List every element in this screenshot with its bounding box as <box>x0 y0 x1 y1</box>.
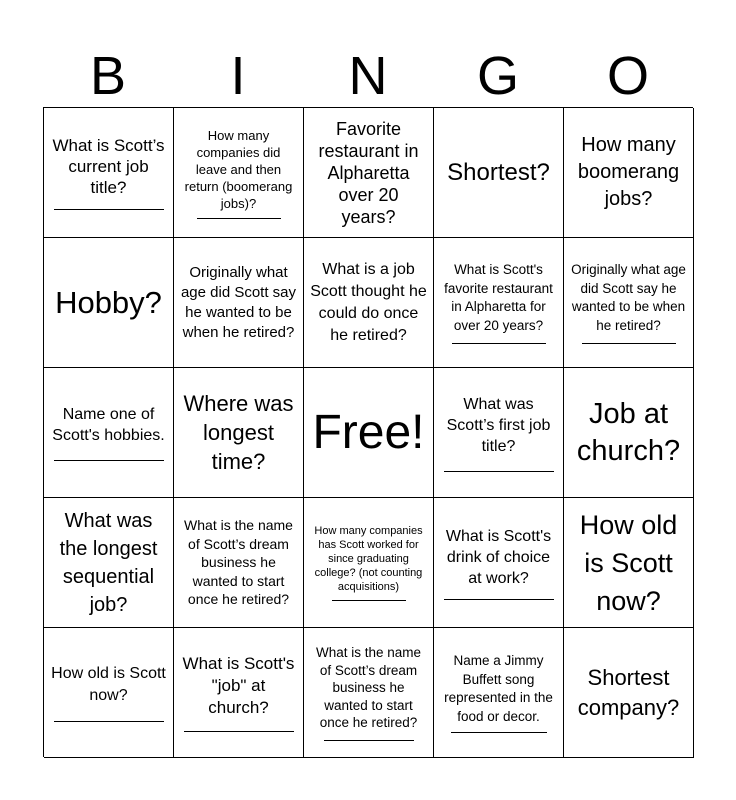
bingo-cell[interactable] <box>174 108 304 238</box>
cell-text: Favorite restaurant in Alpharetta over 20 years? <box>318 118 419 227</box>
cell-text: Where was longest time? <box>183 391 294 474</box>
cell-text: How many companies has Scott worked for since graduating college? (not counting acquisitions) <box>314 525 423 593</box>
answer-line <box>582 343 676 344</box>
answer-line <box>444 471 554 472</box>
cell-text: Job at church? <box>576 397 681 467</box>
bingo-cell[interactable] <box>564 498 694 628</box>
bingo-cell[interactable] <box>304 108 434 238</box>
cell-text: What is Scott's drink of choice at work? <box>445 527 552 587</box>
cell-text: What is the name of Scott’s dream business he wanted to start once he retired? <box>315 645 422 731</box>
answer-line <box>54 209 164 210</box>
bingo-cell[interactable] <box>434 498 564 628</box>
cell-text: Name one of Scott's hobbies. <box>52 406 165 444</box>
answer-line <box>324 740 414 741</box>
cell-text: What is the name of Scott’s dream business he wanted to start once he retired? <box>184 517 293 608</box>
header-letter-n: N <box>348 46 388 106</box>
bingo-cell[interactable] <box>434 628 564 758</box>
bingo-cell-free[interactable] <box>304 368 434 498</box>
cell-text: Name a Jimmy Buffett song represented in the food or decor. <box>444 653 553 724</box>
header-letter-b: B <box>89 46 127 106</box>
cell-text: How many companies did leave and then return (boomerang jobs)? <box>184 127 293 211</box>
answer-line <box>332 600 406 601</box>
header-letter-o: O <box>606 46 649 106</box>
bingo-cell[interactable] <box>304 628 434 758</box>
bingo-cell[interactable] <box>434 368 564 498</box>
cell-text: What was the longest sequential job? <box>59 509 158 616</box>
bingo-cell[interactable] <box>44 368 174 498</box>
cell-text: Shortest? <box>447 159 550 186</box>
cell-text: What was Scott’s first job title? <box>446 395 551 455</box>
cell-text: What is Scott's favorite restaurant in Alpharetta for over 20 years? <box>444 262 553 333</box>
answer-line <box>54 721 164 722</box>
bingo-cell[interactable] <box>434 238 564 368</box>
cell-text: Originally what age did Scott say he wanted to be when he retired? <box>571 262 686 333</box>
header-letter-g: G <box>476 46 519 106</box>
free-space-text: Free! <box>312 405 425 459</box>
cell-text: Shortest company? <box>577 664 680 720</box>
header-letter-i: I <box>230 46 246 106</box>
cell-text: Hobby? <box>55 284 162 320</box>
cell-text: What is Scott’s current job title? <box>52 136 165 197</box>
answer-line <box>184 731 294 732</box>
bingo-cell[interactable] <box>174 628 304 758</box>
bingo-cell[interactable] <box>174 368 304 498</box>
bingo-cell[interactable] <box>44 498 174 628</box>
bingo-cell[interactable] <box>304 498 434 628</box>
answer-line <box>451 732 547 733</box>
cell-text: How old is Scott now? <box>579 509 678 616</box>
answer-line <box>444 599 554 600</box>
bingo-cell[interactable] <box>44 238 174 368</box>
bingo-cell[interactable] <box>44 108 174 238</box>
bingo-cell[interactable] <box>174 238 304 368</box>
cell-text: What is a job Scott thought he could do once he retired? <box>310 260 427 344</box>
bingo-cell[interactable] <box>564 108 694 238</box>
bingo-grid <box>43 107 693 757</box>
bingo-cell[interactable] <box>174 498 304 628</box>
bingo-cell[interactable] <box>564 628 694 758</box>
answer-line <box>197 218 281 219</box>
bingo-cell[interactable] <box>564 238 694 368</box>
cell-text: What is Scott's "job" at church? <box>182 654 295 717</box>
answer-line <box>54 460 164 461</box>
cell-text: Originally what age did Scott say he wanted to be when he retired? <box>180 263 297 341</box>
bingo-cell[interactable] <box>304 238 434 368</box>
bingo-cell[interactable] <box>564 368 694 498</box>
bingo-cell[interactable] <box>44 628 174 758</box>
answer-line <box>452 343 546 344</box>
bingo-cell[interactable] <box>434 108 564 238</box>
bingo-header <box>43 44 693 108</box>
cell-text: How many boomerang jobs? <box>577 134 680 210</box>
cell-text: How old is Scott now? <box>51 665 166 704</box>
